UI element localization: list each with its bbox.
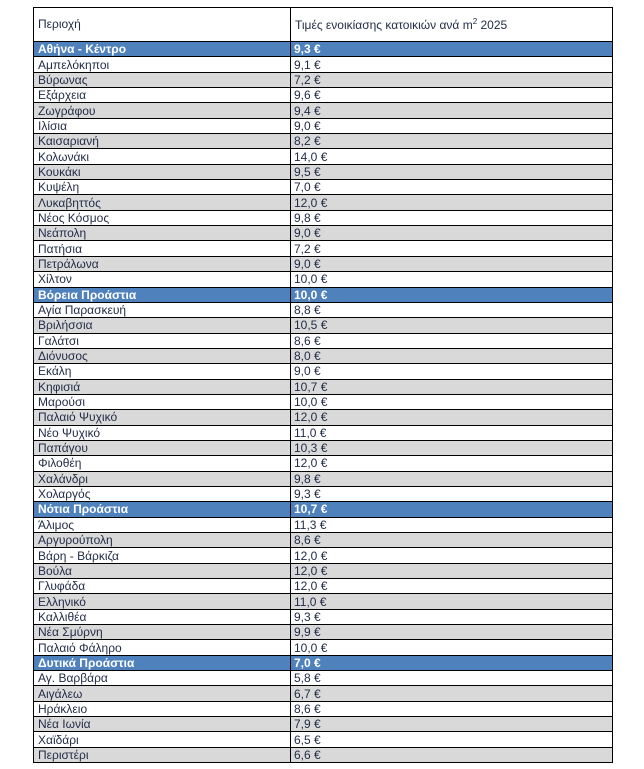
area-name-cell: Χαλάνδρι [34, 471, 291, 486]
table-row [34, 241, 613, 256]
area-name-cell: Αιγάλεω [34, 686, 291, 701]
area-name-cell: Βύρωνας [34, 72, 291, 87]
area-name-cell: Ιλίσια [34, 118, 291, 133]
price-header-year: 2025 [477, 18, 508, 32]
area-name-cell: Αγ. Βαρβάρα [34, 671, 291, 686]
table-row [34, 747, 613, 762]
table-row [34, 533, 613, 548]
table-row [34, 88, 613, 103]
table-row [34, 103, 613, 118]
price-cell: 5,8 € [291, 671, 613, 686]
price-cell: 8,6 € [291, 333, 613, 348]
table-row [34, 256, 613, 271]
table-row [34, 732, 613, 747]
price-cell: 12,0 € [291, 563, 613, 578]
table-row [34, 149, 613, 164]
region-header-row [34, 287, 613, 302]
table-row [34, 594, 613, 609]
table-row [34, 425, 613, 440]
price-cell: 9,0 € [291, 256, 613, 271]
price-cell: 7,0 € [291, 180, 613, 195]
price-cell: 7,2 € [291, 72, 613, 87]
price-cell: 9,1 € [291, 57, 613, 72]
table-row [34, 348, 613, 363]
price-cell: 14,0 € [291, 149, 613, 164]
area-name-cell: Πετράλωνα [34, 256, 291, 271]
table-row [34, 180, 613, 195]
area-name-cell: Νεάπολη [34, 226, 291, 241]
price-cell: 9,4 € [291, 103, 613, 118]
area-name-cell: Λυκαβηττός [34, 195, 291, 210]
area-name-cell: Κουκάκι [34, 164, 291, 179]
table-row [34, 440, 613, 455]
region-header-row [34, 655, 613, 670]
price-cell: 6,5 € [291, 732, 613, 747]
price-cell: 12,0 € [291, 548, 613, 563]
area-name-cell: Ηράκλειο [34, 701, 291, 716]
price-cell: 9,0 € [291, 226, 613, 241]
price-cell: 9,3 € [291, 486, 613, 501]
rent-prices-table [33, 7, 613, 763]
area-name-cell: Βάρη - Βάρκιζα [34, 548, 291, 563]
table-row [34, 701, 613, 716]
price-cell: 6,7 € [291, 686, 613, 701]
area-name-cell: Ελληνικό [34, 594, 291, 609]
table-row [34, 379, 613, 394]
region-name-cell: Βόρεια Προάστια [34, 287, 291, 302]
table-row [34, 548, 613, 563]
region-header-row [34, 502, 613, 517]
area-name-cell: Νέο Ψυχικό [34, 425, 291, 440]
table-row [34, 118, 613, 133]
area-name-cell: Καισαριανή [34, 134, 291, 149]
area-name-cell: Παπάγου [34, 440, 291, 455]
table-row [34, 517, 613, 532]
table-row [34, 364, 613, 379]
price-cell: 12,0 € [291, 410, 613, 425]
table-row [34, 640, 613, 655]
price-cell: 12,0 € [291, 195, 613, 210]
area-name-cell: Διόνυσος [34, 348, 291, 363]
area-name-cell: Νέα Σμύρνη [34, 625, 291, 640]
area-name-cell: Κηφισιά [34, 379, 291, 394]
price-cell: 8,2 € [291, 134, 613, 149]
table-row [34, 471, 613, 486]
area-name-cell: Αργυρούπολη [34, 533, 291, 548]
table-row [34, 410, 613, 425]
price-cell: 9,3 € [291, 42, 613, 57]
table-row [34, 226, 613, 241]
table-row [34, 609, 613, 624]
area-name-cell: Πατήσια [34, 241, 291, 256]
price-cell: 11,3 € [291, 517, 613, 532]
area-name-cell: Παλαιό Φάληρο [34, 640, 291, 655]
price-cell: 8,6 € [291, 701, 613, 716]
table-row [34, 302, 613, 317]
price-cell: 9,0 € [291, 364, 613, 379]
table-row [34, 195, 613, 210]
table-row [34, 394, 613, 409]
area-name-cell: Βριλήσσια [34, 318, 291, 333]
price-cell: 10,5 € [291, 318, 613, 333]
area-name-cell: Περιστέρι [34, 747, 291, 762]
price-cell: 11,0 € [291, 425, 613, 440]
area-name-cell: Χολαργός [34, 486, 291, 501]
price-cell: 9,8 € [291, 471, 613, 486]
table-body [34, 42, 613, 763]
area-name-cell: Εκάλη [34, 364, 291, 379]
area-name-cell: Νέα Ιωνία [34, 717, 291, 732]
table-row [34, 57, 613, 72]
area-name-cell: Γλυφάδα [34, 579, 291, 594]
price-cell: 8,0 € [291, 348, 613, 363]
price-cell: 8,8 € [291, 302, 613, 317]
price-column-header [291, 8, 613, 42]
price-cell: 8,6 € [291, 533, 613, 548]
table-row [34, 72, 613, 87]
area-name-cell: Κολωνάκι [34, 149, 291, 164]
price-header-superscript: 2 [472, 17, 478, 26]
region-name-cell: Νότια Προάστια [34, 502, 291, 517]
area-name-cell: Νέος Κόσμος [34, 210, 291, 225]
price-cell: 10,0 € [291, 394, 613, 409]
table-row [34, 717, 613, 732]
area-name-cell: Καλλιθέα [34, 609, 291, 624]
area-name-cell: Ζωγράφου [34, 103, 291, 118]
table-row [34, 134, 613, 149]
price-cell: 9,9 € [291, 625, 613, 640]
area-name-cell: Φιλοθέη [34, 456, 291, 471]
price-cell: 7,0 € [291, 655, 613, 670]
area-name-cell: Εξάρχεια [34, 88, 291, 103]
table-row [34, 318, 613, 333]
price-cell: 10,3 € [291, 440, 613, 455]
price-cell: 10,0 € [291, 640, 613, 655]
price-cell: 9,8 € [291, 210, 613, 225]
area-name-cell: Χίλτον [34, 272, 291, 287]
price-cell: 6,6 € [291, 747, 613, 762]
price-cell: 10,0 € [291, 272, 613, 287]
price-cell: 9,3 € [291, 609, 613, 624]
area-name-cell: Κυψέλη [34, 180, 291, 195]
table-row [34, 164, 613, 179]
price-cell: 12,0 € [291, 579, 613, 594]
table-row [34, 486, 613, 501]
area-name-cell: Παλαιό Ψυχικό [34, 410, 291, 425]
price-header-text: Τιμές ενοικίασης κατοικιών ανά m [295, 18, 473, 32]
area-name-cell: Αγία Παρασκευή [34, 302, 291, 317]
table-row [34, 625, 613, 640]
price-cell: 10,7 € [291, 502, 613, 517]
table-row [34, 333, 613, 348]
area-column-header: Περιοχή [34, 8, 291, 42]
price-cell: 10,7 € [291, 379, 613, 394]
price-cell: 10,0 € [291, 287, 613, 302]
region-header-row [34, 42, 613, 57]
table-row [34, 456, 613, 471]
price-cell: 11,0 € [291, 594, 613, 609]
price-cell: 7,9 € [291, 717, 613, 732]
price-cell: 12,0 € [291, 456, 613, 471]
table-header-row [34, 8, 613, 42]
area-name-cell: Βούλα [34, 563, 291, 578]
table-row [34, 272, 613, 287]
table-row [34, 671, 613, 686]
table-row [34, 686, 613, 701]
area-name-cell: Μαρούσι [34, 394, 291, 409]
price-cell: 9,6 € [291, 88, 613, 103]
area-name-cell: Χαϊδάρι [34, 732, 291, 747]
table-row [34, 210, 613, 225]
area-name-cell: Αμπελόκηποι [34, 57, 291, 72]
region-name-cell: Δυτικά Προάστια [34, 655, 291, 670]
area-name-cell: Άλιμος [34, 517, 291, 532]
table-row [34, 563, 613, 578]
price-cell: 9,5 € [291, 164, 613, 179]
region-name-cell: Αθήνα - Κέντρο [34, 42, 291, 57]
price-cell: 9,0 € [291, 118, 613, 133]
price-cell: 7,2 € [291, 241, 613, 256]
area-name-cell: Γαλάτσι [34, 333, 291, 348]
table-row [34, 579, 613, 594]
